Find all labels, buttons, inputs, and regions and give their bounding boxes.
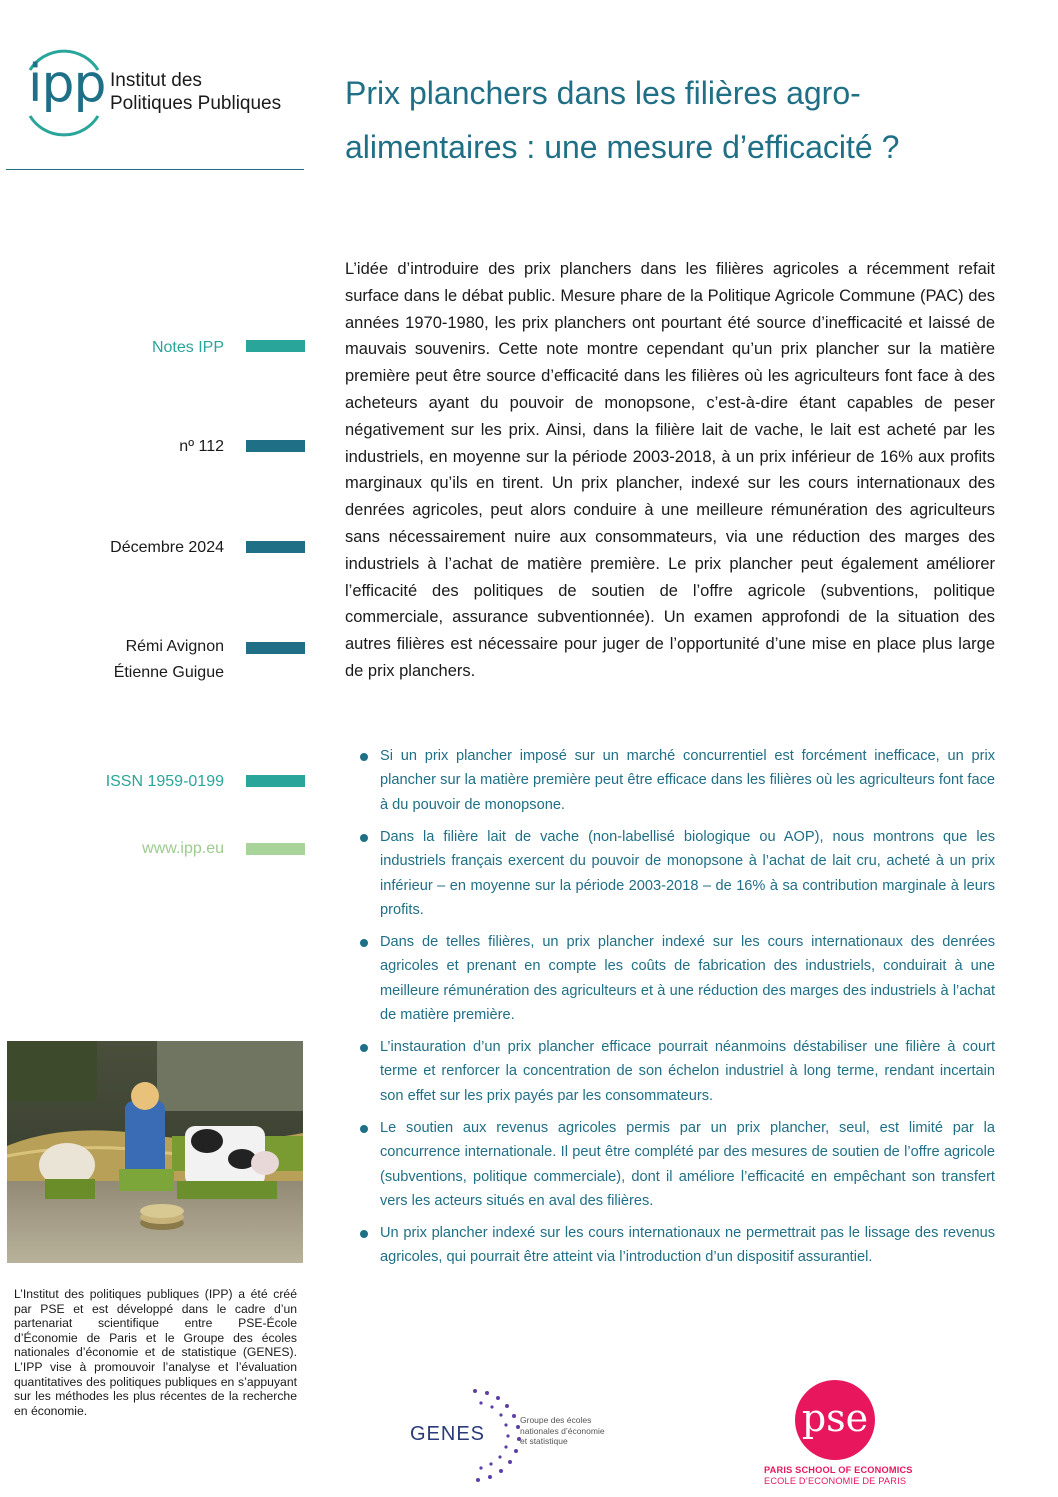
authors-bar xyxy=(246,642,305,654)
ipp-logo xyxy=(20,40,310,150)
key-findings-list xyxy=(360,744,995,1277)
page-title: Prix planchers dans les filières agro-alimentaires : une mesure d’efficacité ? xyxy=(345,75,900,165)
issn-label: ISSN 1959-0199 xyxy=(105,773,224,790)
bullet-icon xyxy=(360,1125,368,1133)
genes-tagline: Groupe des écoles nationales d’économie et statistique xyxy=(520,1415,605,1446)
note-number: nº 112 xyxy=(179,438,224,455)
pse-name-fr: ECOLE D’ECONOMIE DE PARIS xyxy=(764,1476,907,1486)
cover-photo xyxy=(7,1041,303,1263)
farm-figurines-illustration xyxy=(7,1041,303,1263)
series-label: Notes IPP xyxy=(151,339,224,356)
list-item: Si un prix plancher imposé sur un marché concurrentiel est forcément inefficace, un prix plancher sur la matière première peut être efficace dans les filières où les agriculteurs font face à du pouvoir de monopsone. xyxy=(360,744,995,817)
number-bar xyxy=(246,440,305,452)
pse-monogram: pse xyxy=(801,1396,869,1440)
issn-bar xyxy=(246,775,305,787)
series-bar xyxy=(246,340,305,352)
pse-name-en: PARIS SCHOOL OF ECONOMICS xyxy=(764,1465,913,1475)
bullet-icon xyxy=(360,1044,368,1052)
list-item: Dans la filière lait de vache (non-labellisé biologique ou AOP), nous montrons que les industriels français exercent du pouvoir de monopsone à l’achat de lait cru, acheté à un prix inférieur – en moyenne sur la période 2003-2018 – de 16% à sa contribution marginale à leurs profits. xyxy=(360,825,995,923)
list-item: Un prix plancher indexé sur les cours internationaux ne permettrait pas le lissage des revenus agricoles, qui pourrait être atteint via l’introduction d’un dispositif assurantiel. xyxy=(360,1221,995,1270)
list-item: Le soutien aux revenus agricoles permis par un prix plancher, seul, est limité par la concurrence internationale. Il peut être complété par des mesures de soutien de l’offre agricole (subventions, politique commerciale), dont il améliore l’efficacité en empêchant son transfert vers les acteurs situés en aval des filières. xyxy=(360,1116,995,1214)
bullet-icon xyxy=(360,834,368,842)
publication-date: Décembre 2024 xyxy=(110,539,224,556)
bullet-icon xyxy=(360,1230,368,1238)
bullet-icon xyxy=(360,939,368,947)
abstract-paragraph: L’idée d’introduire des prix planchers dans les filières agricoles a récemment refait surface dans le débat public. Mesure phare de la Politique Agricole Commune (PAC) des années 1970-1980, les prix planchers ont pourtant été source d’inefficacité et laissé de mauvais souvenirs. Cette note montre cependant qu’un prix plancher sur la matière première peut être source d’efficacité dans les filières où les agriculteurs font face à des acheteurs ayant du pouvoir de monopsone, c’est-à-dire étant capables de peser négativement sur les prix. Ainsi, dans la filière lait de vache, le lait est acheté par les industriels, en moyenne sur la période 2003-2018, à un prix inférieur de 16% aux profits marginaux qu’ils en tirent. Un prix plancher, indexé sur les cours internationaux des denrées agricoles, peut alors conduire à une meilleure rémunération des agriculteurs sans nécessairement nuire aux consommateurs, via une réduction des marges des industriels à l’achat de matière première. Le prix plancher peut également améliorer l’efficacité des politiques de soutien de l’offre agricole (subventions, politique commerciale, assurance subventionnée). Un examen approfondi de la situation des autres filières est nécessaire pour juger de l’opportunité d’une mise en place plus large de prix planchers. xyxy=(345,260,995,680)
bullet-icon xyxy=(360,753,368,761)
pse-logo xyxy=(760,1380,915,1492)
website-bar xyxy=(246,843,305,855)
website-link[interactable]: www.ipp.eu xyxy=(142,840,224,857)
list-item: Dans de telles filières, un prix plancher indexé sur les cours internationaux des denrées agricoles et prenant en compte les coûts de fabrication des industriels, conduirait à une meilleure rémunération des agriculteurs et à une réduction des marges des industriels à l’achat de matière première. xyxy=(360,930,995,1028)
header-divider xyxy=(6,169,304,170)
genes-logo xyxy=(405,1385,625,1485)
genes-wordmark: GENES xyxy=(410,1423,486,1445)
logo-abbr: ipp xyxy=(28,54,106,114)
logo-line1: Institut des xyxy=(110,70,202,91)
list-item: L’instauration d’un prix plancher efficace pourrait néanmoins déstabiliser une filière à court terme et renforcer la concentration de son échelon industriel à long terme, rendant incertain son effet sur les prix payés par les consommateurs. xyxy=(360,1035,995,1108)
author-1: Rémi Avignon xyxy=(125,638,224,655)
logo-line2: Politiques Publiques xyxy=(110,93,282,114)
about-ipp-text: L’Institut des politiques publiques (IPP) a été créé par PSE et est développé dans le cadre d’un partenariat scientifique entre PSE-École d’Économie de Paris et le Groupe des écoles nationales d’économie et de statistique (GENES). L’IPP vise à promouvoir l’analyse et l’évaluation quantitatives des politiques publiques en s’appuyant sur les méthodes les plus récentes de la recherche en économie. xyxy=(14,1287,297,1418)
author-2: Étienne Guigue xyxy=(113,664,224,681)
date-bar xyxy=(246,541,305,553)
